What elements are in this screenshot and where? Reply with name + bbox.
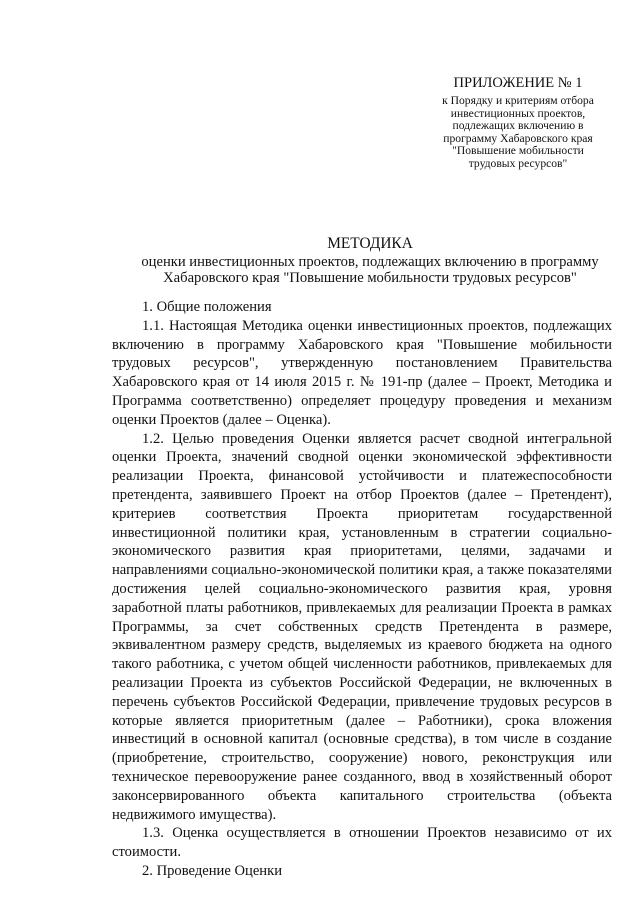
paragraph: 1.1. Настоящая Методика оценки инвестиционных проектов, подлежащих включению в программу Хабаровского края "Повышение мобильности трудовых ресурсов", утвержденную постановлением Правительства Хабаровского края от 14 июля 2015 г. № 191-пр (далее – Проект, Методика и Программа соответственно) определяет процедуру проведения и механизм оценки Проектов (далее – Оценка). bbox=[112, 317, 612, 428]
paragraph: 1.2. Целью проведения Оценки является расчет сводной интегральной оценки Проекта, значений сводной оценки экономической эффективности реализации Проекта, финансовой устойчивости и платежеспособности претендента, заявившего Проект на отбор Проектов (далее – Претендент), критериев соответствия Проекта приоритетам государственной инвестиционной политики края, установленным в стратегии социально-экономического развития края приоритетами, целями, задачами и направлениями социально-экономической политики края, а также показателями достижения целей социально-экономического развития края, уровня заработной платы работников, привлекаемых для реализации Проекта в рамках Программы, за счет собственных средств Претендента в размере, эквивалентном размеру средств, выделяемых из краевого бюджета на одного такого работника, с учетом общей численности работников, привлекаемых для реализации Проекта из субъектов Российской Федерации, не включенных в перечень субъектов Российской Федерации, привлечение трудовых ресурсов в которые является приоритетным (далее – Работники), срока вложения инвестиций в основной капитал (основные средства), в том числе в создание (приобретение, строительство, сооружение) нового, реконструкция или техническое перевооружение ранее созданного, ввод в хозяйственный оборот законсервированного объекта капитального строительства (объекта недвижимого имущества). bbox=[112, 430, 612, 823]
document-title: МЕТОДИКА bbox=[327, 235, 413, 252]
section-heading: 1. Общие положения bbox=[142, 299, 272, 315]
appendix-subtitle: к Порядку и критериям отбора инвестиционных проектов, подлежащих включению в программу Хабаровского края "Повышение мобильности трудовых ресурсов" bbox=[442, 94, 594, 170]
document-subtitle: оценки инвестиционных проектов, подлежащих включению в программу Хабаровского края "Повышение мобильности трудовых ресурсов" bbox=[141, 254, 599, 286]
paragraph: 1.3. Оценка осуществляется в отношении Проектов независимо от их стоимости. bbox=[112, 825, 612, 861]
section-heading: 2. Проведение Оценки bbox=[142, 862, 283, 879]
document-body bbox=[112, 298, 612, 881]
appendix-block bbox=[418, 74, 618, 171]
appendix-title: ПРИЛОЖЕНИЕ № 1 bbox=[453, 75, 583, 91]
